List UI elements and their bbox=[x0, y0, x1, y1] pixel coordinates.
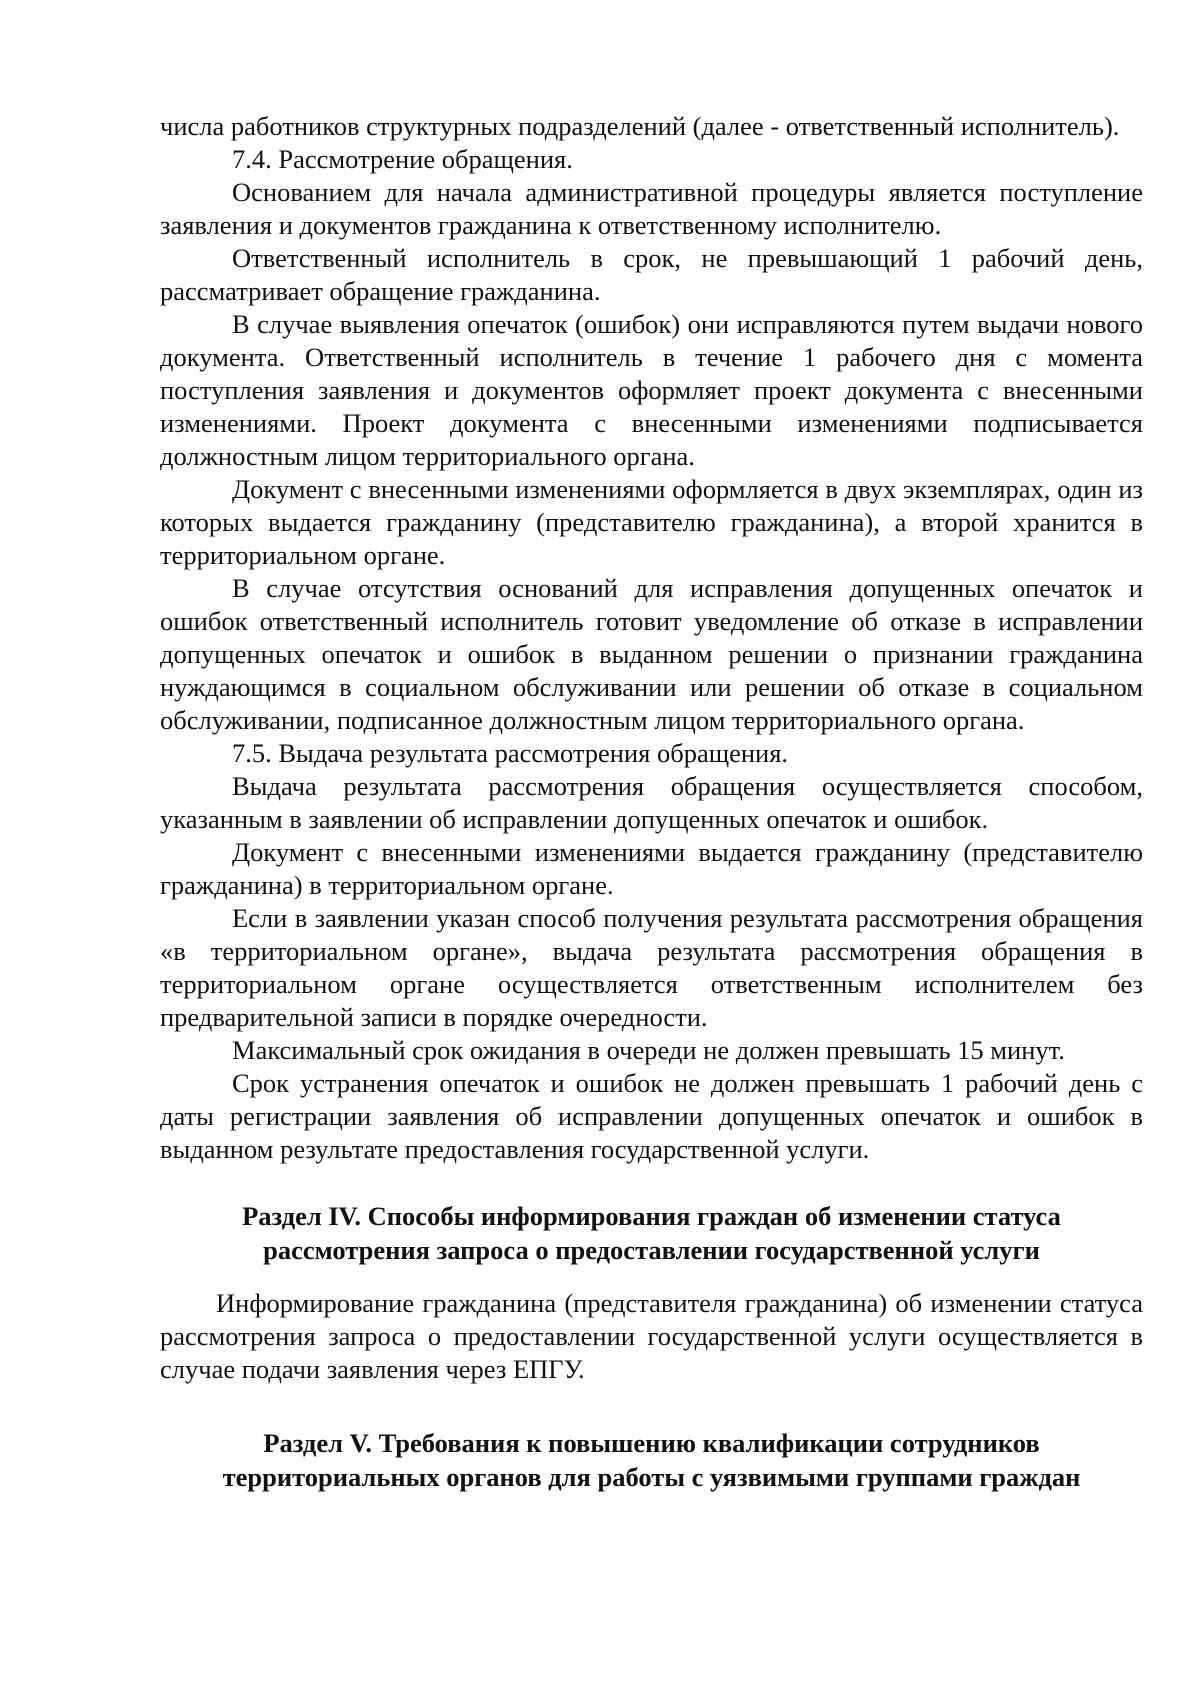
section-5-heading-line-1: Раздел V. Требования к повышению квалификации сотрудников bbox=[263, 1428, 1040, 1458]
section-5-heading-line-2: территориальных органов для работы с уязвимыми группами граждан bbox=[222, 1462, 1081, 1492]
document-page bbox=[160, 110, 1143, 1494]
paragraph-two-copies: Документ с внесенными изменениями оформляется в двух экземплярах, один из которых выдается гражданину (представителю гражданина), а второй хранится в территориальном органе. bbox=[160, 474, 1143, 570]
paragraph-refusal-notice: В случае отсутствия оснований для исправления допущенных опечаток и ошибок ответственный исполнитель готовит уведомление об отказе в исправлении допущенных опечаток и ошибок в выданном решении о признании гражданина нуждающимся в социальном обслуживании или решении об отказе в социальном обслуживании, подписанное должностным лицом территориального органа. bbox=[160, 573, 1143, 735]
paragraph-basis: Основанием для начала административной процедуры является поступление заявления и документов гражданина к ответственному исполнителю. bbox=[160, 177, 1143, 240]
section-4-heading-line-1: Раздел IV. Способы информирования граждан об изменении статуса bbox=[242, 1201, 1061, 1231]
section-5-heading bbox=[160, 1426, 1143, 1494]
section-4-heading bbox=[160, 1199, 1143, 1267]
section-4-heading-line-2: рассмотрения запроса о предоставлении государственной услуги bbox=[263, 1235, 1040, 1265]
paragraph-issuance-method: Выдача результата рассмотрения обращения осуществляется способом, указанным в заявлении об исправлении допущенных опечаток и ошибок. bbox=[160, 771, 1143, 834]
paragraph-queue-time: Максимальный срок ожидания в очереди не должен превышать 15 минут. bbox=[232, 1035, 1065, 1065]
paragraph-review-term: Ответственный исполнитель в срок, не превышающий 1 рабочий день, рассматривает обращение гражданина. bbox=[160, 243, 1143, 306]
paragraph-continuation: числа работников структурных подразделений (далее - ответственный исполнитель). bbox=[160, 111, 1120, 141]
paragraph-correction-term: Срок устранения опечаток и ошибок не должен превышать 1 рабочий день с даты регистрации заявления об исправлении допущенных опечаток и ошибок в выданном результате предоставления государственной услуги. bbox=[160, 1068, 1143, 1164]
paragraph-7-4-title: 7.4. Рассмотрение обращения. bbox=[232, 144, 573, 174]
paragraph-typo-correction: В случае выявления опечаток (ошибок) они исправляются путем выдачи нового документа. Ответственный исполнитель в течение 1 рабочего дня с момента поступления заявления и документов оформляет проект документа с внесенными изменениями. Проект документа с внесенными изменениями подписывается должностным лицом территориального органа. bbox=[160, 309, 1143, 471]
section-4-text: Информирование гражданина (представителя гражданина) об изменении статуса рассмотрения запроса о предоставлении государственной услуги осуществляется в случае подачи заявления через ЕПГУ. bbox=[160, 1288, 1143, 1384]
paragraph-7-5-title: 7.5. Выдача результата рассмотрения обращения. bbox=[232, 738, 789, 768]
paragraph-document-issued: Документ с внесенными изменениями выдается гражданину (представителю гражданина) в территориальном органе. bbox=[160, 837, 1143, 900]
paragraph-territorial-issuance: Если в заявлении указан способ получения результата рассмотрения обращения «в территориальном органе», выдача результата рассмотрения обращения в территориальном органе осуществляется ответственным исполнителем без предварительной записи в порядке очередности. bbox=[160, 903, 1143, 1032]
